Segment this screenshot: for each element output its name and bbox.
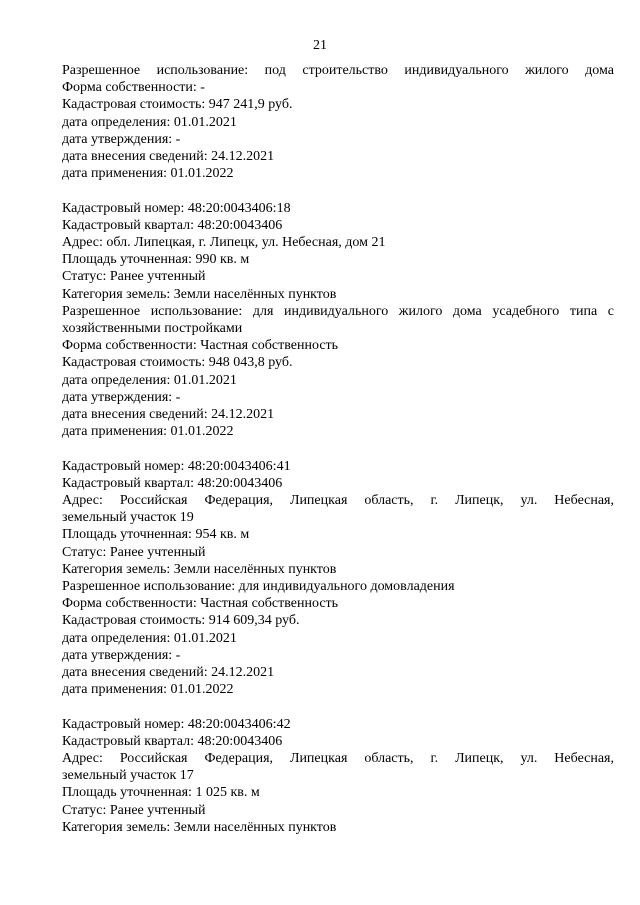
status: Статус: Ранее учтенный [62, 269, 206, 285]
record-block [62, 458, 614, 699]
address: Адрес: Российская Федерация, Липецкая область, г. Липецк, ул. Небесная, [62, 493, 614, 509]
determination-date: дата определения: 01.01.2021 [62, 372, 237, 388]
cadastral-number: Кадастровый номер: 48:20:0043406:42 [62, 716, 291, 732]
permitted-use: Разрешенное использование: под строительство индивидуального жилого дома [62, 63, 614, 78]
address-continued: земельный участок 17 [62, 768, 194, 784]
land-category: Категория земель: Земли населённых пунктов [62, 286, 337, 302]
cadastral-value: Кадастровая стоимость: 914 609,34 руб. [62, 613, 300, 629]
area: Площадь уточненная: 990 кв. м [62, 252, 250, 268]
cadastral-number: Кадастровый номер: 48:20:0043406:41 [62, 458, 291, 474]
permitted-use: Разрешенное использование: для индивидуального домовладения [62, 579, 455, 595]
land-category: Категория земель: Земли населённых пунктов [62, 561, 337, 577]
status: Статус: Ранее учтенный [62, 802, 206, 818]
cadastral-number: Кадастровый номер: 48:20:0043406:18 [62, 200, 291, 216]
ownership-form: Форма собственности: Частная собственность [62, 338, 339, 354]
record-block [62, 200, 614, 441]
cadastral-value: Кадастровая стоимость: 947 241,9 руб. [62, 97, 293, 113]
page-content [62, 62, 614, 836]
block-gap [62, 698, 614, 715]
approval-date: дата утверждения: - [62, 131, 181, 147]
ownership-form: Форма собственности: Частная собственность [62, 596, 339, 612]
determination-date: дата определения: 01.01.2021 [62, 630, 237, 646]
cadastral-quarter: Кадастровый квартал: 48:20:0043406 [62, 475, 283, 491]
application-date: дата применения: 01.01.2022 [62, 682, 234, 698]
approval-date: дата утверждения: - [62, 647, 181, 663]
area: Площадь уточненная: 954 кв. м [62, 527, 250, 543]
record-block [62, 716, 614, 836]
entry-date: дата внесения сведений: 24.12.2021 [62, 407, 275, 423]
block-gap [62, 182, 614, 199]
page-number: 21 [313, 38, 327, 53]
permitted-use-continued: хозяйственными постройками [62, 321, 243, 337]
land-category: Категория земель: Земли населённых пунктов [62, 819, 337, 835]
status: Статус: Ранее учтенный [62, 544, 206, 560]
record-block [62, 62, 614, 182]
address: Адрес: обл. Липецкая, г. Липецк, ул. Небесная, дом 21 [62, 235, 386, 251]
ownership-form: Форма собственности: - [62, 80, 205, 96]
area: Площадь уточненная: 1 025 кв. м [62, 785, 260, 801]
cadastral-value: Кадастровая стоимость: 948 043,8 руб. [62, 355, 293, 371]
approval-date: дата утверждения: - [62, 389, 181, 405]
determination-date: дата определения: 01.01.2021 [62, 114, 237, 130]
cadastral-quarter: Кадастровый квартал: 48:20:0043406 [62, 217, 283, 233]
entry-date: дата внесения сведений: 24.12.2021 [62, 149, 275, 165]
address-continued: земельный участок 19 [62, 510, 194, 526]
block-gap [62, 440, 614, 457]
cadastral-quarter: Кадастровый квартал: 48:20:0043406 [62, 733, 283, 749]
address: Адрес: Российская Федерация, Липецкая область, г. Липецк, ул. Небесная, [62, 751, 614, 767]
application-date: дата применения: 01.01.2022 [62, 424, 234, 440]
permitted-use: Разрешенное использование: для индивидуального жилого дома усадебного типа с [62, 303, 614, 319]
entry-date: дата внесения сведений: 24.12.2021 [62, 665, 275, 681]
application-date: дата применения: 01.01.2022 [62, 166, 234, 182]
